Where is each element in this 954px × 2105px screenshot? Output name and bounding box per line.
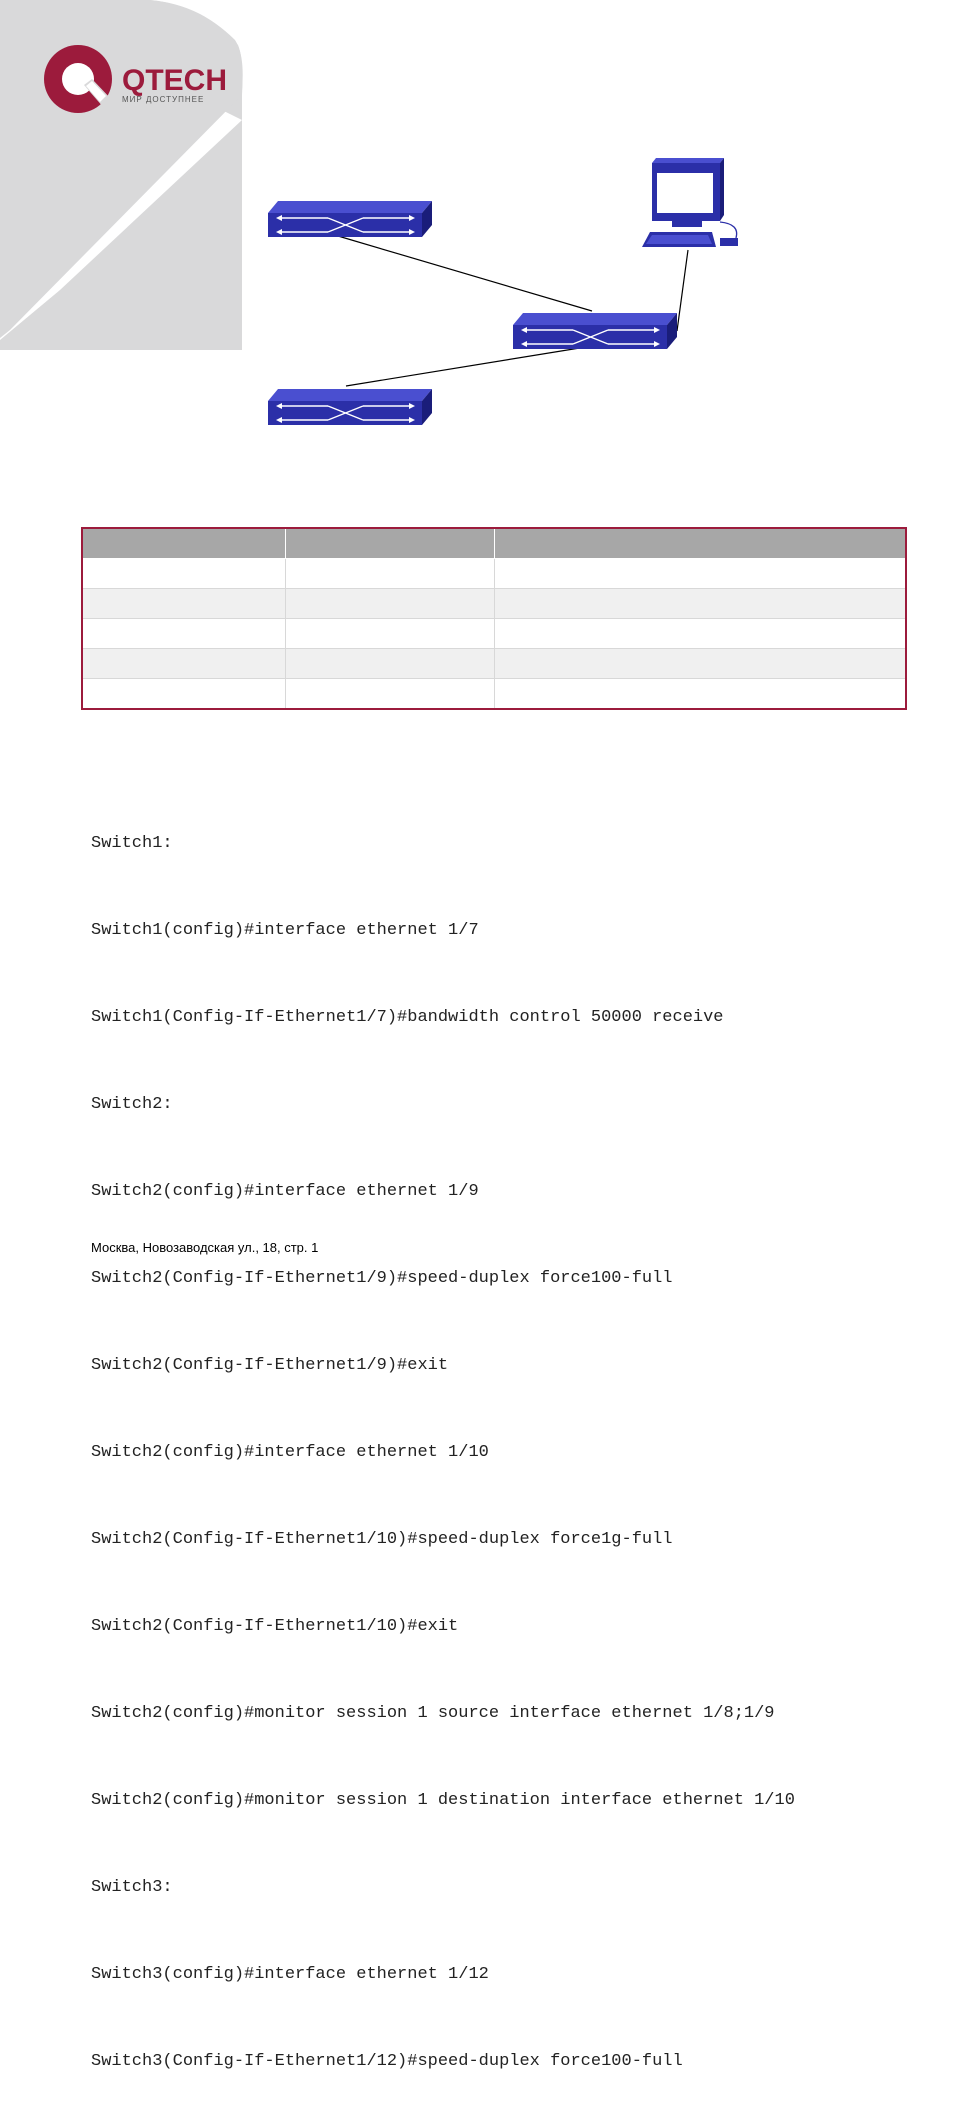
table-row <box>82 649 906 679</box>
table-cell <box>286 649 495 679</box>
table-cell <box>286 619 495 649</box>
code-line: Switch2(config)#interface ethernet 1/9 <box>91 1182 479 1201</box>
code-line: Switch3: <box>91 1878 173 1897</box>
table-cell <box>82 589 286 619</box>
code-line: Switch1(Config-If-Ethernet1/7)#bandwidth control 50000 receive <box>91 1008 724 1027</box>
config-table <box>81 527 907 710</box>
table-header-cell <box>82 528 286 559</box>
table-row <box>82 679 906 710</box>
table-cell <box>495 679 907 710</box>
code-line: Switch2(Config-If-Ethernet1/10)#speed-duplex force1g-full <box>91 1530 673 1549</box>
table-header-cell <box>495 528 907 559</box>
table-cell <box>82 679 286 710</box>
code-line: Switch1: <box>91 834 173 853</box>
network-diagram <box>0 150 954 450</box>
code-line: Switch3(config)#interface ethernet 1/12 <box>91 1965 489 1984</box>
brand-name: QTECH <box>122 64 227 97</box>
code-line: Switch3(Config-If-Ethernet1/12)#speed-duplex force100-full <box>91 2052 683 2071</box>
table-row <box>82 559 906 589</box>
code-line: Switch1(config)#interface ethernet 1/7 <box>91 921 479 940</box>
table-cell <box>495 649 907 679</box>
table-cell <box>82 619 286 649</box>
link-line-bottom <box>346 346 592 386</box>
table-cell <box>495 589 907 619</box>
switch-center-icon <box>513 313 677 349</box>
code-line: Switch2(Config-If-Ethernet1/9)#speed-duplex force100-full <box>91 1269 673 1288</box>
table-row <box>82 619 906 649</box>
table-header-cell <box>286 528 495 559</box>
link-line-pc <box>677 250 688 331</box>
table-cell <box>286 679 495 710</box>
table-cell <box>82 559 286 589</box>
switch-bottom-left-icon <box>268 389 432 425</box>
code-line: Switch2(config)#monitor session 1 source interface ethernet 1/8;1/9 <box>91 1704 775 1723</box>
pc-icon <box>642 158 738 247</box>
link-line-top <box>338 236 592 311</box>
table-cell <box>495 619 907 649</box>
cli-code-block <box>91 771 795 2105</box>
code-line: Switch2(Config-If-Ethernet1/9)#exit <box>91 1356 449 1375</box>
code-line: Switch2: <box>91 1095 173 1114</box>
code-line: Switch2(config)#monitor session 1 destination interface ethernet 1/10 <box>91 1791 795 1810</box>
footer-address: Москва, Новозаводская ул., 18, стр. 1 <box>91 1240 319 1255</box>
table-row <box>82 589 906 619</box>
switch-top-left-icon <box>268 201 432 237</box>
code-line: Switch2(Config-If-Ethernet1/10)#exit <box>91 1617 459 1636</box>
table-cell <box>495 559 907 589</box>
table-cell <box>82 649 286 679</box>
code-line: Switch2(config)#interface ethernet 1/10 <box>91 1443 489 1462</box>
table-header-row <box>82 528 906 559</box>
table-cell <box>286 559 495 589</box>
brand-tagline: МИР ДОСТУПНЕЕ <box>122 95 205 104</box>
table-cell <box>286 589 495 619</box>
